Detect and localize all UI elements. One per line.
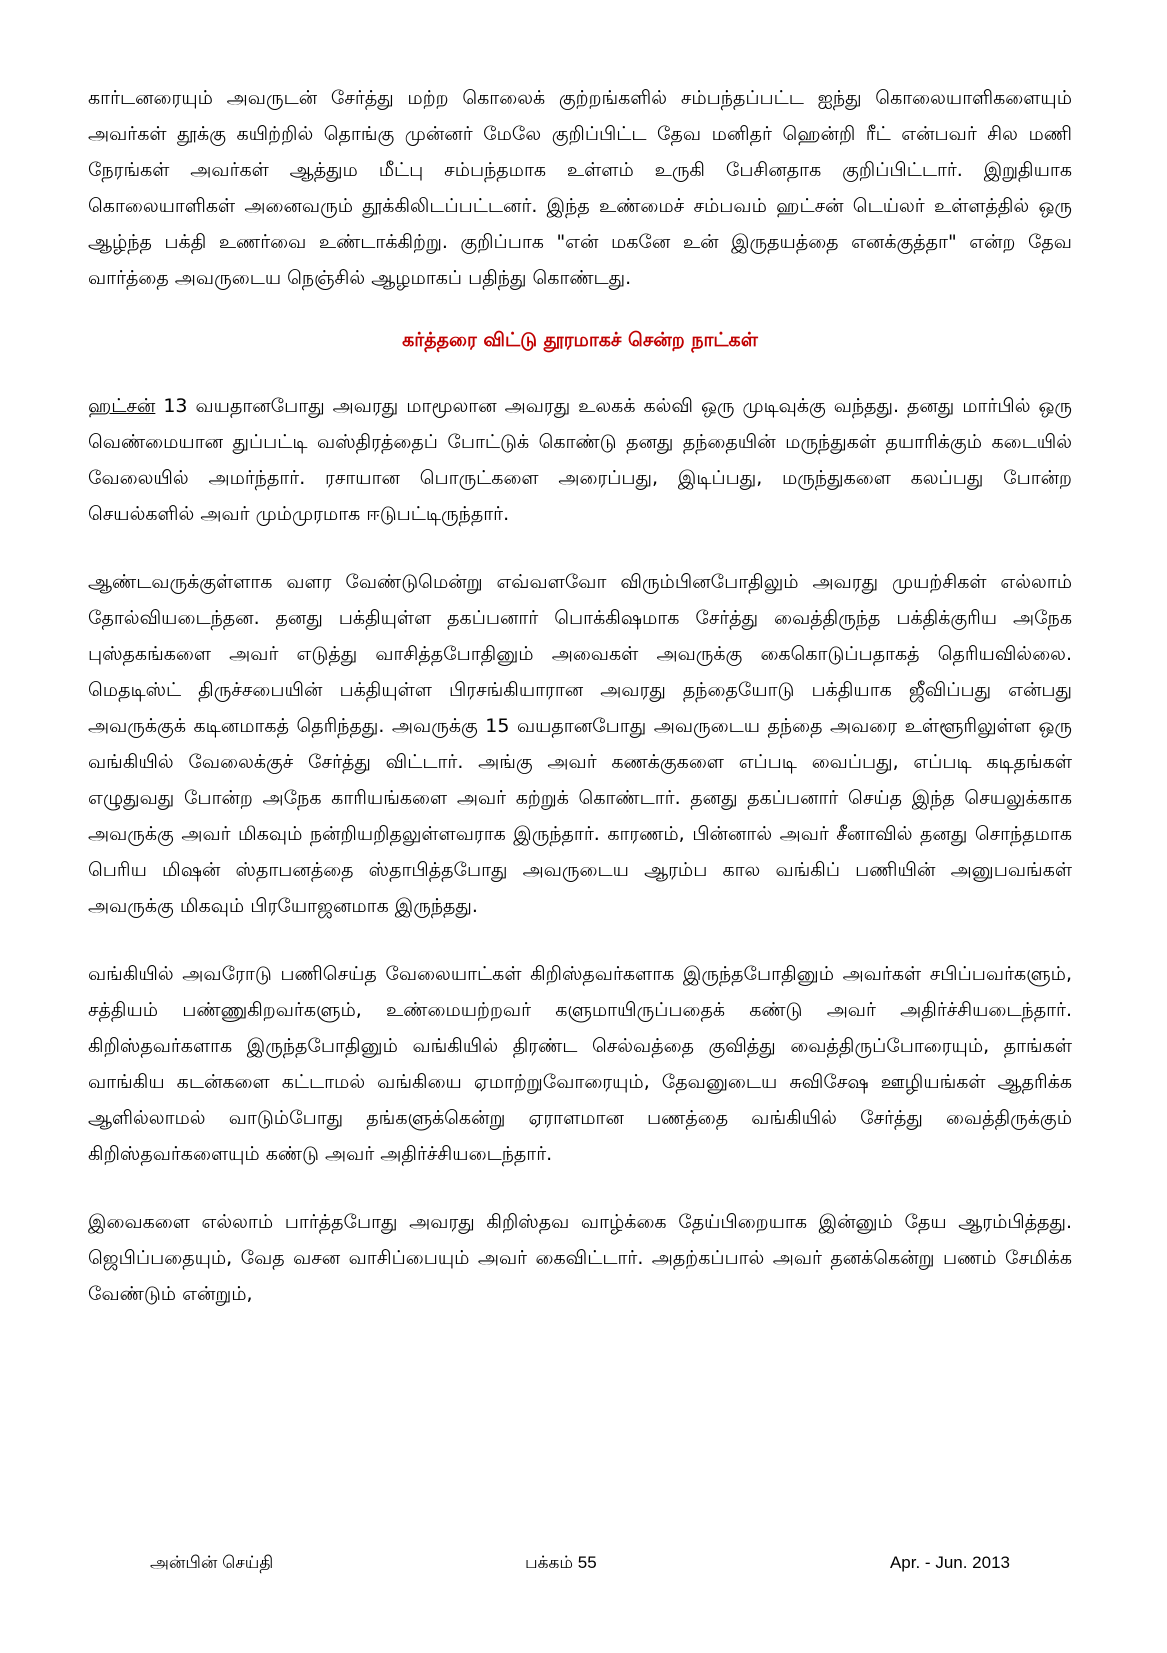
hudson-underlined-word: ஹட்சன் <box>88 395 156 417</box>
footer-page-number: பக்கம் 55 <box>525 1553 597 1572</box>
page-body <box>88 80 1072 1344</box>
paragraph-5: இவைகளை எல்லாம் பார்த்தபோது அவரது கிறிஸ்தவ வாழ்க்கை தேய்பிறையாக இன்னும் தேய ஆரம்பித்தது. ஜெபிப்பதையும், வேத வசன வாசிப்பையும் அவர் கைவிட்டார். அதற்கப்பால் அவர் தனக்கென்று பணம் சேமிக்க வேண்டும் என்றும், <box>88 1211 1072 1305</box>
paragraph-4: வங்கியில் அவரோடு பணிசெய்த வேலையாட்கள் கிறிஸ்தவர்களாக இருந்தபோதினும் அவர்கள் சபிப்பவர்களும், சத்தியம் பண்ணுகிறவர்களும், உண்மையற்றவர் களுமாயிருப்பதைக் கண்டு அவர் அதிர்ச்சியடைந்தார். கிறிஸ்தவர்களாக இருந்தபோதினும் வங்கியில் திரண்ட செல்வத்தை குவித்து வைத்திருப்போரையும், தாங்கள் வாங்கிய கடன்களை கட்டாமல் வங்கியை ஏமாற்றுவோரையும், தேவனுடைய சுவிசேஷ ஊழியங்கள் ஆதரிக்க ஆளில்லாமல் வாடும்போது தங்களுக்கென்று ஏராளமான பணத்தை வங்கியில் சேர்த்து வைத்திருக்கும் கிறிஸ்தவர்களையும் கண்டு அவர் அதிர்ச்சியடைந்தார். <box>88 963 1072 1165</box>
paragraph-2-text: 13 வயதானபோது அவரது மாமூலான அவரது உலகக் கல்வி ஒரு முடிவுக்கு வந்தது. தனது மார்பில் ஒரு வெண்மையான துப்பட்டி வஸ்திரத்தைப் போட்டுக் கொண்டு தனது தந்தையின் மருந்துகள் தயாரிக்கும் கடையில் வேலையில் அமர்ந்தார். ரசாயான பொருட்களை அரைப்பது, இடிப்பது, மருந்துகளை கலப்பது போன்ற செயல்களில் அவர் மும்முரமாக ஈடுபட்டிருந்தார். <box>88 395 1072 525</box>
paragraph-1: கார்டனரையும் அவருடன் சேர்த்து மற்ற கொலைக் குற்றங்களில் சம்பந்தப்பட்ட ஐந்து கொலையாளிகளையும் அவர்கள் தூக்கு கயிற்றில் தொங்கு முன்னர் மேலே குறிப்பிட்ட தேவ மனிதர் ஹென்றி ரீட் என்பவர் சில மணி நேரங்கள் அவர்கள் ஆத்தும மீட்பு சம்பந்தமாக உள்ளம் உருகி பேசினதாக குறிப்பிட்டார். இறுதியாக கொலையாளிகள் அனைவரும் தூக்கிலிடப்பட்டனர். இந்த உண்மைச் சம்பவம் ஹட்சன் டெய்லர் உள்ளத்தில் ஒரு ஆழ்ந்த பக்தி உணர்வை உண்டாக்கிற்று. குறிப்பாக "என் மகனே உன் இருதயத்தை எனக்குத்தா" என்ற தேவ வார்த்தை அவருடைய நெஞ்சில் ஆழமாகப் பதிந்து கொண்டது. <box>88 87 1072 289</box>
footer-publication: அன்பின் செய்தி <box>150 1553 274 1572</box>
section-heading: கர்த்தரை விட்டு தூரமாகச் சென்ற நாட்கள் <box>402 329 758 351</box>
footer-issue-date: Apr. - Jun. 2013 <box>889 1553 1010 1572</box>
page-footer <box>0 1553 1167 1583</box>
paragraph-3: ஆண்டவருக்குள்ளாக வளர வேண்டுமென்று எவ்வளவோ விரும்பினபோதிலும் அவரது முயற்சிகள் எல்லாம் தோல்வியடைந்தன. தனது பக்தியுள்ள தகப்பனார் பொக்கிஷமாக சேர்த்து வைத்திருந்த பக்திக்குரிய அநேக புஸ்தகங்களை அவர் எடுத்து வாசித்தபோதினும் அவைகள் அவருக்கு கைகொடுப்பதாகத் தெரியவில்லை. மெதடிஸ்ட் திருச்சபையின் பக்தியுள்ள பிரசங்கியாரான அவரது தந்தையோடு பக்தியாக ஜீவிப்பது என்பது அவருக்குக் கடினமாகத் தெரிந்தது. அவருக்கு 15 வயதானபோது அவருடைய தந்தை அவரை உள்ளூரிலுள்ள ஒரு வங்கியில் வேலைக்குச் சேர்த்து விட்டார். அங்கு அவர் கணக்குகளை எப்படி வைப்பது, எப்படி கடிதங்கள் எழுதுவது போன்ற அநேக காரியங்களை அவர் கற்றுக் கொண்டார். தனது தகப்பனார் செய்த இந்த செயலுக்காக அவருக்கு அவர் மிகவும் நன்றியறிதலுள்ளவராக இருந்தார். காரணம், பின்னால் அவர் சீனாவில் தனது சொந்தமாக பெரிய மிஷன் ஸ்தாபனத்தை ஸ்தாபித்தபோது அவருடைய ஆரம்ப கால வங்கிப் பணியின் அனுபவங்கள் அவருக்கு மிகவும் பிரயோஜனமாக இருந்தது. <box>88 571 1072 917</box>
paragraph-2 <box>88 388 1072 532</box>
